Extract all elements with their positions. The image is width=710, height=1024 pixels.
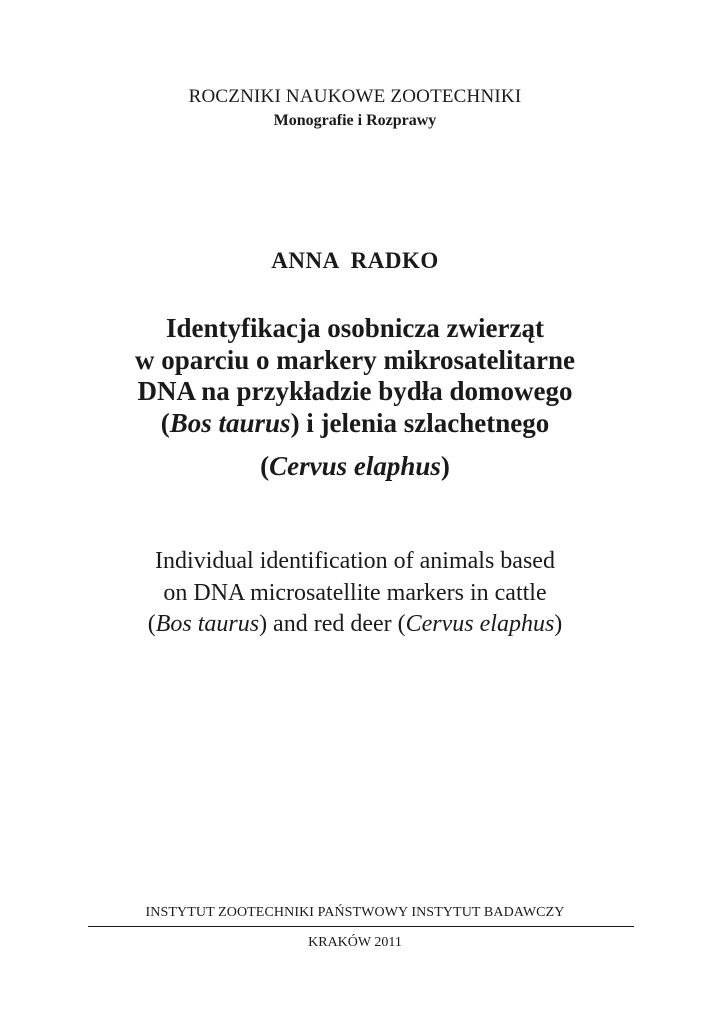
english-title-line-3 [0,609,710,641]
paren-close: ) [554,611,563,637]
species-name-bos-taurus: Bos taurus [155,611,260,637]
series-subtitle: Monografie i Rozprawy [273,112,437,129]
english-title-line-1: Individual identification of animals based [155,548,555,574]
polish-title-line-5 [0,451,710,483]
species-name-cervus-elaphus: Cervus elaphus [269,451,441,481]
english-title [0,546,710,641]
polish-title-line-4-rest: ) i jelenia szlachetnego [290,407,550,438]
publisher-name: INSTYTUT ZOOTECHNIKI PAŃSTWOWY INSTYTUT BADAWCZY [145,905,565,920]
place-and-year: KRAKÓW 2011 [308,935,402,950]
polish-title-line-4 [0,408,710,440]
paren-open: ( [147,611,156,637]
series-title: ROCZNIKI NAUKOWE ZOOTECHNIKI [188,86,522,107]
paren-close: ) [440,451,450,481]
paren-open: ( [160,407,170,438]
species-name-cervus-elaphus: Cervus elaphus [405,611,555,637]
polish-title [0,313,710,483]
english-title-line-3-mid: ) and red deer ( [259,611,406,637]
species-name-bos-taurus: Bos taurus [169,407,291,438]
paren-open: ( [260,451,270,481]
english-title-line-2: on DNA microsatellite markers in cattle [163,579,547,606]
polish-title-line-2: w oparciu o markery mikrosatelitarne [135,344,575,375]
polish-title-line-3: DNA na przykładzie bydła domowego [137,376,573,406]
author-name: ANNA RADKO [271,248,439,273]
divider-line [88,926,634,927]
polish-title-line-1: Identyfikacja osobnicza zwierząt [166,313,544,343]
